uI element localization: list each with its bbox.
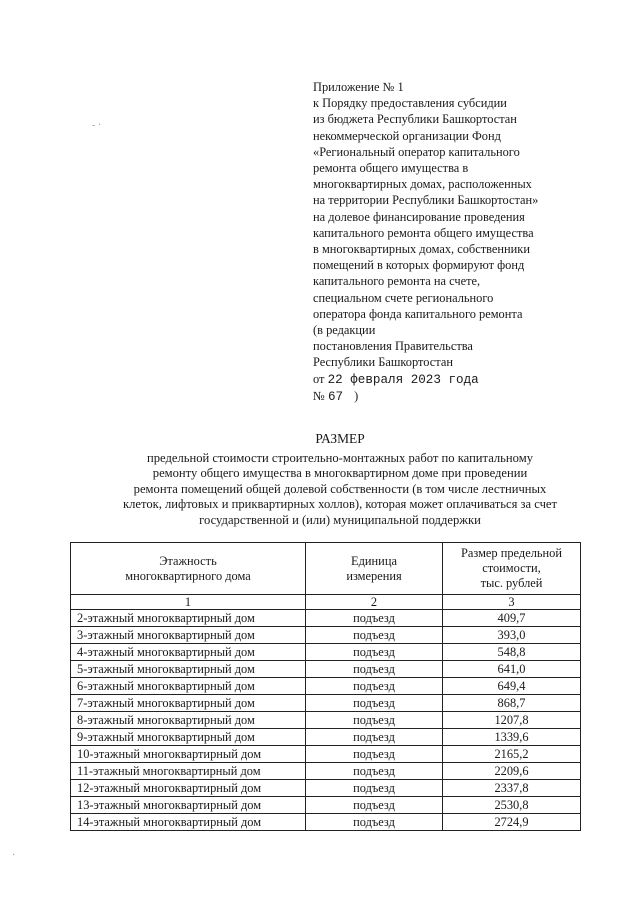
subtitle-line: клеток, лифтовых и приквартирных холлов), которая может оплачиваться за счет <box>122 497 557 512</box>
unit-cell: подъезд <box>306 627 443 644</box>
unit-cell: подъезд <box>306 746 443 763</box>
cost-cell: 1339,6 <box>443 729 581 746</box>
appendix-line: ремонта общего имущества в <box>313 161 469 176</box>
cost-cell: 641,0 <box>443 661 581 678</box>
scan-mark: · <box>12 850 16 861</box>
floors-cell: 5-этажный многоквартирный дом <box>71 661 306 678</box>
scan-mark: - · <box>92 120 102 131</box>
appendix-line: к Порядку предоставления субсидии <box>313 96 507 111</box>
document-title: РАЗМЕР <box>315 431 365 446</box>
appendix-line: из бюджета Республики Башкортостан <box>313 112 517 127</box>
header-unit <box>306 543 443 595</box>
unit-cell: подъезд <box>306 610 443 627</box>
appendix-line: «Региональный оператор капитального <box>313 144 520 159</box>
table-row <box>71 627 581 644</box>
cost-cell: 2337,8 <box>443 780 581 797</box>
floors-cell: 3-этажный многоквартирный дом <box>71 627 306 644</box>
cost-cell: 2724,9 <box>443 814 581 831</box>
unit-cell: подъезд <box>306 712 443 729</box>
table-row <box>71 797 581 814</box>
cost-table <box>70 542 581 831</box>
table-row <box>71 610 581 627</box>
appendix-block <box>313 79 613 405</box>
floors-cell: 8-этажный многоквартирный дом <box>71 712 306 729</box>
subtitle-line: ремонта помещений общей долевой собственности (в том числе лестничных <box>133 481 547 496</box>
unit-cell: подъезд <box>306 797 443 814</box>
date-prefix: от <box>313 371 325 386</box>
table-row <box>71 661 581 678</box>
table-row <box>71 814 581 831</box>
cost-cell: 1207,8 <box>443 712 581 729</box>
subtitle-line: ремонту общего имущества в многоквартирном доме при проведении <box>152 466 528 481</box>
number-value: 67 <box>327 389 344 404</box>
table-row <box>71 763 581 780</box>
appendix-line: (в редакции <box>313 323 376 338</box>
appendix-line: оператора фонда капитального ремонта <box>313 306 523 321</box>
unit-cell: подъезд <box>306 695 443 712</box>
unit-cell: подъезд <box>306 763 443 780</box>
header-floors <box>71 543 306 595</box>
floors-cell: 10-этажный многоквартирный дом <box>71 746 306 763</box>
floors-cell: 4-этажный многоквартирный дом <box>71 644 306 661</box>
header-line: многоквартирного дома <box>125 568 251 583</box>
appendix-line: многоквартирных домах, расположенных <box>313 177 532 192</box>
table-row <box>71 644 581 661</box>
floors-cell: 2-этажный многоквартирный дом <box>71 610 306 627</box>
header-line: Размер предельной <box>460 546 562 560</box>
cost-cell: 393,0 <box>443 627 581 644</box>
table-body <box>71 610 581 831</box>
appendix-line: капитального ремонта общего имущества <box>313 225 534 240</box>
appendix-line: капитального ремонта на счете, <box>313 274 481 289</box>
table-row <box>71 780 581 797</box>
table-row <box>71 746 581 763</box>
date-value: 22 февраля 2023 года <box>327 372 479 387</box>
header-line: стоимости, <box>482 561 541 575</box>
unit-cell: подъезд <box>306 678 443 695</box>
appendix-line: Приложение № 1 <box>313 80 404 94</box>
document-subtitle <box>60 451 620 528</box>
appendix-number-line <box>313 388 613 405</box>
unit-cell: подъезд <box>306 814 443 831</box>
floors-cell: 7-этажный многоквартирный дом <box>71 695 306 712</box>
floors-cell: 11-этажный многоквартирный дом <box>71 763 306 780</box>
cost-cell: 2209,6 <box>443 763 581 780</box>
number-prefix: № <box>313 388 325 403</box>
floors-cell: 12-этажный многоквартирный дом <box>71 780 306 797</box>
table-row <box>71 695 581 712</box>
column-number-row <box>71 595 581 610</box>
unit-cell: подъезд <box>306 729 443 746</box>
number-suffix: ) <box>354 388 359 403</box>
appendix-line: некоммерческой организации Фонд <box>313 128 501 143</box>
table-header-row <box>71 543 581 595</box>
table-row <box>71 729 581 746</box>
header-line: измерения <box>346 568 402 583</box>
appendix-line: на долевое финансирование проведения <box>313 209 525 224</box>
subtitle-line: государственной и (или) муниципальной поддержки <box>199 512 481 527</box>
appendix-line: постановления Правительства <box>313 339 473 354</box>
floors-cell: 13-этажный многоквартирный дом <box>71 797 306 814</box>
appendix-line: в многоквартирных домах, собственники <box>313 242 530 257</box>
column-number: 1 <box>71 595 306 610</box>
table-row <box>71 712 581 729</box>
appendix-lines <box>313 79 613 371</box>
cost-cell: 2530,8 <box>443 797 581 814</box>
appendix-line: Республики Башкортостан <box>313 355 453 370</box>
cost-cell: 409,7 <box>443 610 581 627</box>
header-line: Единица <box>351 553 397 568</box>
header-line: Этажность <box>159 553 217 568</box>
subtitle-line: предельной стоимости строительно-монтажных работ по капитальному <box>146 451 533 465</box>
floors-cell: 14-этажный многоквартирный дом <box>71 814 306 831</box>
column-number: 2 <box>306 595 443 610</box>
cost-cell: 649,4 <box>443 678 581 695</box>
cost-cell: 868,7 <box>443 695 581 712</box>
appendix-line: помещений в которых формируют фонд <box>313 258 525 273</box>
header-cost <box>443 543 581 595</box>
unit-cell: подъезд <box>306 644 443 661</box>
cost-cell: 2165,2 <box>443 746 581 763</box>
table-row <box>71 678 581 695</box>
column-number: 3 <box>443 595 581 610</box>
floors-cell: 6-этажный многоквартирный дом <box>71 678 306 695</box>
appendix-line: на территории Республики Башкортостан» <box>313 193 539 208</box>
cost-cell: 548,8 <box>443 644 581 661</box>
unit-cell: подъезд <box>306 661 443 678</box>
appendix-line: специальном счете регионального <box>313 290 494 305</box>
floors-cell: 9-этажный многоквартирный дом <box>71 729 306 746</box>
appendix-date-line <box>313 371 613 388</box>
unit-cell: подъезд <box>306 780 443 797</box>
header-line: тыс. рублей <box>480 576 543 590</box>
